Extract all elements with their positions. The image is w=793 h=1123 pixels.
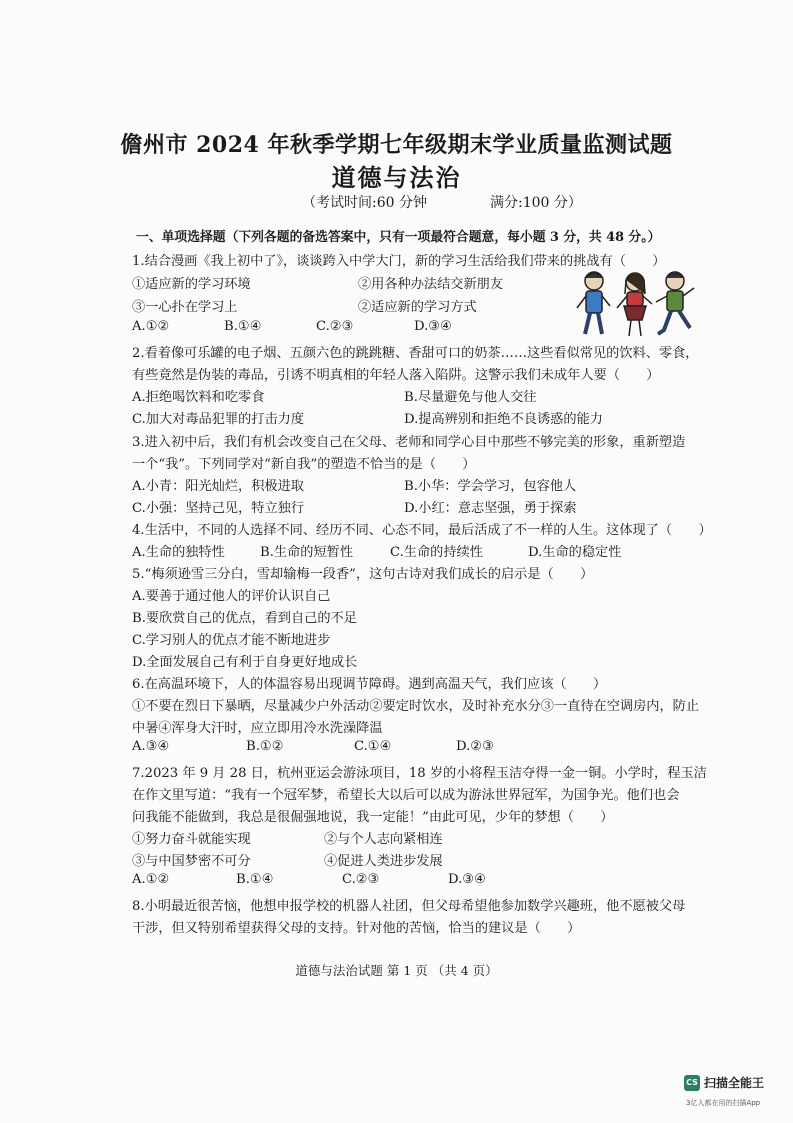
q3-stem-2: 一个“我”。下列同学对“新自我”的塑造不恰当的是（ ） <box>132 457 476 472</box>
q8-stem-1: 8.小明最近很苦恼，他想申报学校的机器人社团，但父母希望他参加数学兴趣班，他不愿被父母 <box>132 899 686 914</box>
q3-option-d: D.小红：意志坚强，勇于探索 <box>404 501 577 516</box>
q6-stem: 6.在高温环境下，人的体温容易出现调节障碍。遇到高温天气，我们应该（ ） <box>132 677 607 692</box>
section-heading: 一、单项选择题（下列各题的备选答案中，只有一项最符合题意，每小题 3 分，共 48 分。） <box>136 230 661 245</box>
q2-option-b: B.尽量避免与他人交往 <box>404 390 537 405</box>
q5-option-a: A.要善于通过他人的评价认识自己 <box>132 589 331 604</box>
q7-statement-3: ③与中国梦密不可分 <box>132 854 251 869</box>
q2-option-d: D.提高辨别和拒绝不良诱惑的能力 <box>404 412 603 427</box>
q1-statement-1: ①适应新的学习环境 <box>132 277 251 292</box>
q2-option-c: C.加大对毒品犯罪的打击力度 <box>132 412 305 427</box>
q7-stem-1: 7.2023 年 9 月 28 日，杭州亚运会游泳项目，18 岁的小将程玉洁夺得一金一铜。小学时，程玉洁 <box>132 766 707 781</box>
q1-statement-2: ②用各种办法结交新朋友 <box>358 277 504 292</box>
q7-option-d: D.③④ <box>448 872 486 887</box>
q4-option-d: D.生命的稳定性 <box>528 545 622 560</box>
q4-stem: 4.生活中，不同的人选择不同、经历不同、心态不同，最后活成了不一样的人生。这体现了（ ） <box>132 523 712 538</box>
q6-option-b: B.①② <box>246 739 284 754</box>
q1-option-c: C.②③ <box>316 319 354 334</box>
q7-stem-3: 问我能不能做到，我总是很倔强地说，我一定能！”由此可见，少年的梦想（ ） <box>132 810 614 825</box>
q3-option-b: B.小华：学会学习，包容他人 <box>404 479 577 494</box>
q1-statement-4: ②适应新的学习方式 <box>358 300 477 315</box>
q6-statements-2: 中暑④浑身大汗时，应立即用冷水洗澡降温 <box>132 721 383 736</box>
camscanner-logo-icon: CS <box>684 1075 700 1091</box>
q8-stem-2: 干涉，但又特别希望获得父母的支持。针对他的苦恼，恰当的建议是（ ） <box>132 921 581 936</box>
q4-option-c: C.生命的持续性 <box>390 545 483 560</box>
watermark-name: 扫描全能王 <box>704 1076 765 1090</box>
exam-title: 儋州市 2024 年秋季学期七年级期末学业质量监测试题 <box>120 132 673 158</box>
q5-option-b: B.要欣赏自己的优点，看到自己的不足 <box>132 611 357 626</box>
q6-option-d: D.②③ <box>456 739 494 754</box>
q7-option-b: B.①④ <box>236 872 274 887</box>
q7-statement-4: ④促进人类进步发展 <box>324 854 443 869</box>
q1-statement-3: ③一心扑在学习上 <box>132 300 238 315</box>
q6-option-a: A.③④ <box>132 739 170 754</box>
q1-option-a: A.①② <box>132 319 170 334</box>
q4-option-a: A.生命的独特性 <box>132 545 225 560</box>
q6-statements-1: ①不要在烈日下暴晒，尽量减少户外活动②要定时饮水，及时补充水分③一直待在空调房内，防止 <box>132 699 700 714</box>
subject-title: 道德与法治 <box>331 163 462 192</box>
q1-option-d: D.③④ <box>414 319 452 334</box>
q7-stem-2: 在作文里写道：“我有一个冠军梦，希望长大以后可以成为游泳世界冠军，为国争光。他们也会 <box>132 788 680 803</box>
q7-statement-2: ②与个人志向紧相连 <box>324 832 443 847</box>
q3-option-c: C.小强：坚持己见，特立独行 <box>132 501 305 516</box>
page-footer: 道德与法治试题 第 1 页 （共 4 页） <box>295 963 498 978</box>
exam-time: （考试时间:60 分钟 <box>302 195 427 211</box>
q5-option-c: C.学习别人的优点才能不断地进步 <box>132 633 331 648</box>
watermark-tagline: 3亿人都在用的扫描App <box>686 1099 761 1107</box>
q3-stem-1: 3.进入初中后，我们有机会改变自己在父母、老师和同学心目中那些不够完美的形象，重新塑造 <box>132 435 686 450</box>
q5-stem: 5.“梅须逊雪三分白，雪却输梅一段香”，这句古诗对我们成长的启示是（ ） <box>132 567 594 582</box>
q1-option-b: B.①④ <box>224 319 262 334</box>
q2-stem-1: 2.看着像可乐罐的电子烟、五颜六色的跳跳糖、香甜可口的奶茶……这些看似常见的饮料、零食， <box>132 346 699 361</box>
q5-option-d: D.全面发展自己有利于自身更好地成长 <box>132 655 358 670</box>
q3-option-a: A.小青：阳光灿烂，积极进取 <box>132 479 304 494</box>
q7-option-a: A.①② <box>132 872 170 887</box>
q1-stem: 1.结合漫画《我上初中了》，谈谈跨入中学大门，新的学习生活给我们带来的挑战有（ ） <box>132 254 666 269</box>
q7-option-c: C.②③ <box>342 872 380 887</box>
q2-stem-2: 有些竟然是伪装的毒品，引诱不明真相的年轻人落入陷阱。这警示我们未成年人要（ ） <box>132 368 660 383</box>
q4-option-b: B.生命的短暂性 <box>260 545 354 560</box>
q6-option-c: C.①④ <box>354 739 392 754</box>
q2-option-a: A.拒绝喝饮料和吃零食 <box>132 390 265 405</box>
q7-statement-1: ①努力奋斗就能实现 <box>132 832 251 847</box>
cartoon-students-illustration <box>572 268 700 344</box>
full-score: 满分:100 分） <box>490 195 582 211</box>
